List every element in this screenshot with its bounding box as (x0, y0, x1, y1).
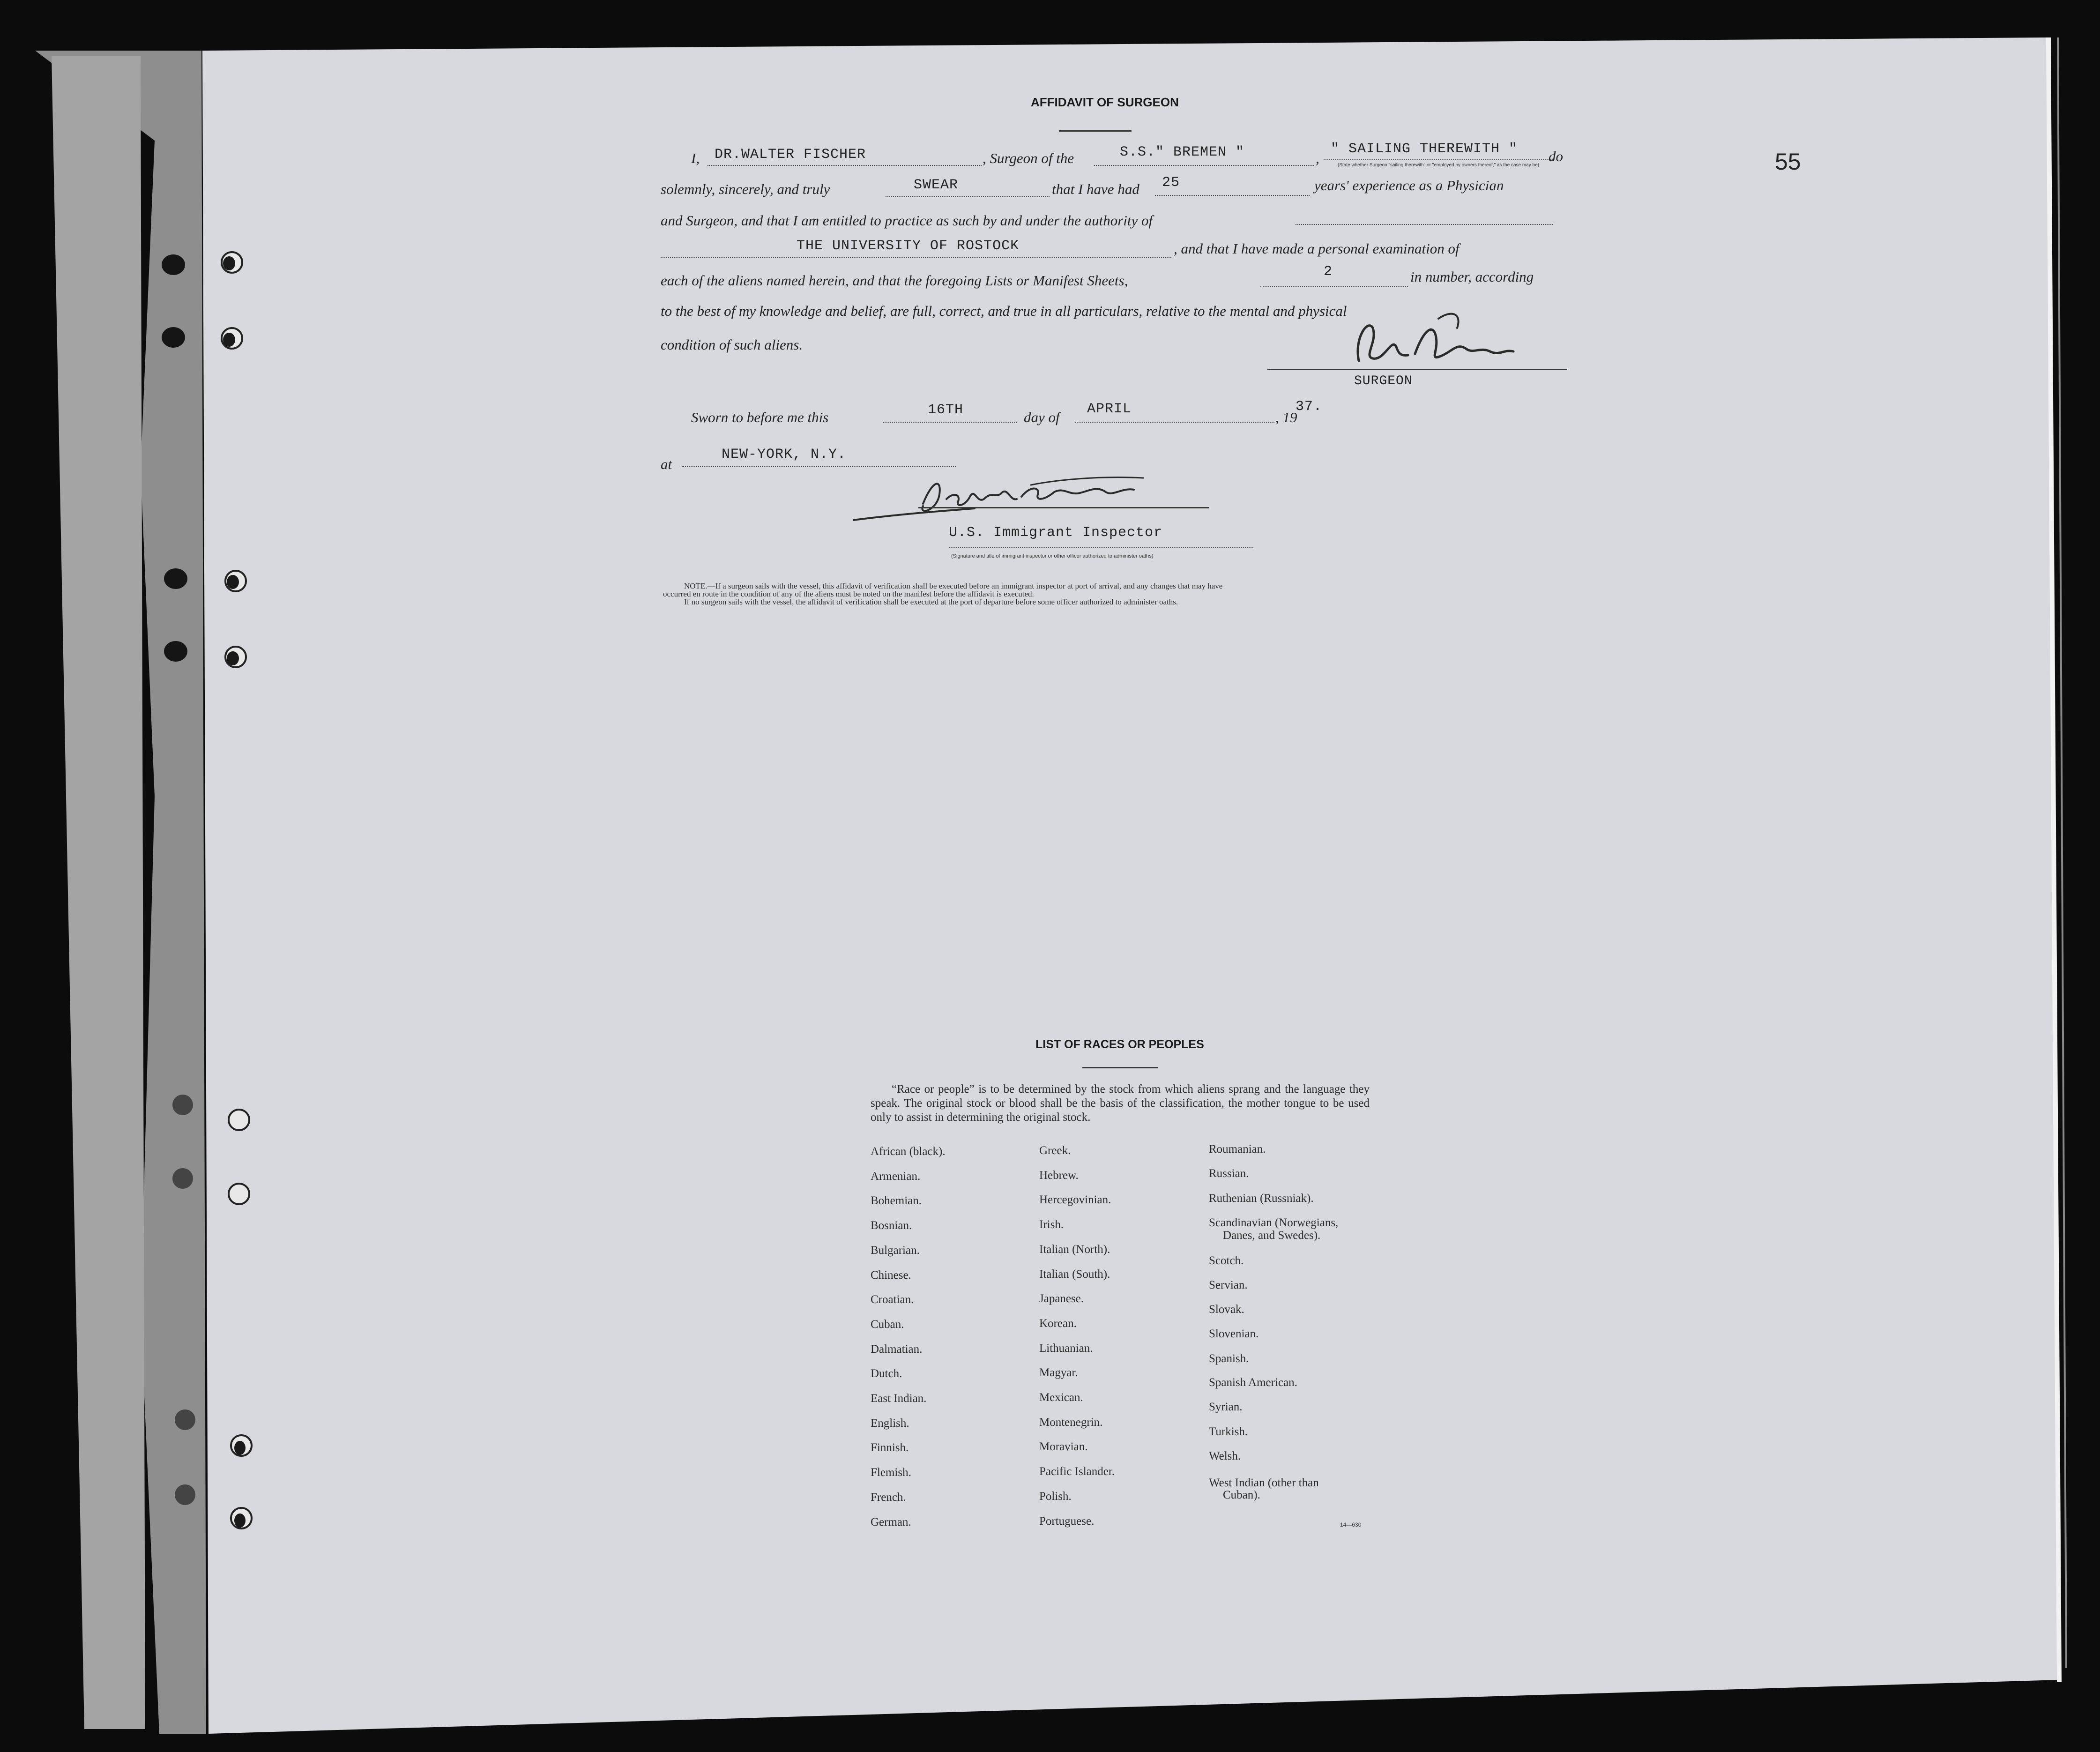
race-item: Irish. (1039, 1218, 1064, 1231)
affidavit-title: AFFIDAVIT OF SURGEON (1031, 95, 1179, 109)
race-item: Magyar. (1039, 1366, 1078, 1379)
line4-suffix: , and that I have made a personal examination of (1174, 240, 1460, 257)
line5-prefix: each of the aliens named herein, and that the foregoing Lists or Manifest Sheets, (661, 272, 1128, 289)
at-prefix: at (661, 456, 672, 472)
page-number: 55 (1775, 149, 1801, 175)
race-item: Scandinavian (Norwegians, (1209, 1216, 1339, 1229)
oath-word: SWEAR (914, 177, 959, 193)
race-item: Croatian. (871, 1293, 914, 1306)
sworn-month: APRIL (1087, 401, 1132, 417)
surgeon-label: SURGEON (1354, 374, 1413, 388)
race-item: Bohemian. (871, 1194, 922, 1208)
line1-prefix: I, (691, 150, 700, 166)
race-item: Polish. (1039, 1490, 1072, 1503)
inspector-title: U.S. Immigrant Inspector (949, 525, 1163, 541)
race-item: Bosnian. (871, 1219, 912, 1232)
race-item: East Indian. (871, 1392, 927, 1405)
race-item: Italian (South). (1039, 1267, 1110, 1281)
line1-mid: , Surgeon of the (983, 150, 1074, 166)
race-item: Turkish. (1209, 1425, 1248, 1438)
race-item: Cuban). (1223, 1489, 1260, 1501)
sworn-year-prefix: , 19 (1275, 409, 1297, 425)
sheets-count: 2 (1324, 264, 1333, 280)
race-item: Moravian. (1039, 1440, 1088, 1454)
race-item: Japanese. (1039, 1292, 1084, 1305)
note-line-3: If no surgeon sails with the vessel, the affidavit of verification shall be executed at the port of departure before some officer authorized to administer oaths. (684, 597, 1178, 606)
race-item: Armenian. (871, 1170, 921, 1183)
race-item: Spanish American. (1209, 1376, 1297, 1389)
race-item: Russian. (1209, 1167, 1249, 1180)
race-item: Lithuanian. (1039, 1342, 1093, 1355)
race-item: French. (871, 1491, 906, 1504)
sworn-mid: day of (1024, 409, 1060, 425)
line7: condition of such aliens. (661, 336, 803, 353)
race-item: Pacific Islander. (1039, 1465, 1115, 1478)
status-note: (State whether Surgeon "sailing therewith" or "employed by owners thereof," as the case may be) (1338, 163, 1539, 168)
race-item: Slovenian. (1209, 1327, 1259, 1340)
form-number: 14—630 (1340, 1521, 1362, 1528)
race-item: Dalmatian. (871, 1342, 923, 1356)
race-item: German. (871, 1515, 911, 1528)
vessel-name: S.S." BREMEN " (1120, 144, 1245, 160)
race-item: Korean. (1039, 1317, 1077, 1330)
race-item: Flemish. (871, 1466, 911, 1479)
race-item: Dutch. (871, 1367, 902, 1380)
line2-mid: that I have had (1052, 181, 1139, 197)
race-item: Roumanian. (1209, 1143, 1266, 1156)
years-value: 25 (1162, 175, 1180, 191)
race-item: Servian. (1209, 1279, 1248, 1291)
race-item: Slovak. (1209, 1303, 1244, 1316)
race-item: Montenegrin. (1039, 1416, 1103, 1429)
note-line-2: occurred en route in the condition of any of the aliens must be noted on the manifest before the affidavit is executed. (663, 589, 1034, 598)
sworn-day: 16TH (928, 402, 964, 418)
years-suffix: years' experience as a Physician (1314, 177, 1504, 194)
sworn-prefix: Sworn to before me this (691, 409, 829, 425)
surgeon-status: " SAILING THEREWITH " (1331, 141, 1518, 157)
race-item: Portuguese. (1039, 1514, 1095, 1528)
line1-suffix: do (1549, 148, 1563, 164)
race-item: Chinese. (871, 1268, 911, 1282)
at-place: NEW-YORK, N.Y. (722, 447, 847, 462)
race-item: Welsh. (1209, 1450, 1241, 1462)
note-line-1: NOTE.—If a surgeon sails with the vessel, this affidavit of verification shall be executed before an immigrant inspector at port of arrival, and any changes that may have (684, 582, 1223, 590)
race-item: Italian (North). (1039, 1243, 1110, 1256)
line3-prefix: and Surgeon, and that I am entitled to practice as such by and under the authority of (661, 212, 1153, 229)
surgeon-name: DR.WALTER FISCHER (715, 147, 866, 163)
race-item: Ruthenian (Russniak). (1209, 1192, 1314, 1205)
race-item: Scotch. (1209, 1254, 1244, 1267)
races-title: LIST OF RACES OR PEOPLES (1035, 1038, 1204, 1051)
line6: to the best of my knowledge and belief, are full, correct, and true in all particulars, relative to the mental and physical (661, 303, 1347, 319)
line2-prefix: solemnly, sincerely, and truly (661, 181, 830, 197)
races-intro: “Race or people” is to be determined by the stock from which aliens sprang and the language they speak. The original stock or blood shall be the basis of the classification, the mother tongue to be used only to assist in determining the original stock. (871, 1083, 1370, 1124)
race-item: English. (871, 1417, 909, 1430)
races-title-underline (1082, 1067, 1158, 1068)
race-item: Spanish. (1209, 1352, 1249, 1365)
race-item: Bulgarian. (871, 1244, 920, 1257)
affidavit-section: AFFIDAVIT OF SURGEON I, DR.WALTER FISCHER , Surgeon of the S.S." BREMEN " , " SAILING THEREWITH " (State whether Surgeon "sailing therewith" or "employed by owners thereof," as the case may be) do solemnly, sincerely, and truly SWEAR that I have had 25 years' experience as a Physician and Surgeon, and that I am entitled to practice as such by and under the authority of THE UNIVERSITY OF ROSTOCK , and that I have made a personal examination of each of the aliens named herein, and that the foregoing Lists or Manifest Sheets, 2 in number, according to the best of my knowledge and belief, are full, correct, and true in all particulars, relative to the mental and physical condition of such aliens. SURGEON Sworn to before me this 16TH day of APRIL , 19 37. at NEW-YORK, N.Y. U.S. Immigrant Inspector (Signature and title of immigrant inspector or other officer authorized to administer oaths) NOTE.—If a surgeon sails with the vessel, this affidavit of verification shall be executed before an immigrant inspector at port of arrival, and any changes that may have occurred en route in the condition of any of the aliens must be noted on the manifest before the affidavit is executed. If no surgeon sails with the vessel, the affidavit of verification shall be executed at the port of departure before some officer authorized to administer oaths. (0, 0, 2100, 656)
race-item: Greek. (1039, 1144, 1071, 1157)
sworn-year: 37. (1296, 399, 1323, 415)
race-item: Mexican. (1039, 1391, 1083, 1404)
race-item: African (black). (871, 1145, 946, 1158)
race-item: Hebrew. (1039, 1169, 1079, 1182)
inspector-note: (Signature and title of immigrant inspector or other officer authorized to administer oaths) (951, 553, 1154, 559)
race-item: West Indian (other than (1209, 1476, 1319, 1489)
race-item: Cuban. (871, 1318, 904, 1331)
line5-suffix: in number, according (1410, 268, 1534, 285)
race-item: Hercegovinian. (1039, 1193, 1111, 1207)
race-item: Finnish. (871, 1441, 909, 1454)
race-item: Danes, and Swedes). (1223, 1229, 1321, 1242)
authority-name: THE UNIVERSITY OF ROSTOCK (797, 238, 1020, 254)
race-item: Syrian. (1209, 1401, 1243, 1413)
